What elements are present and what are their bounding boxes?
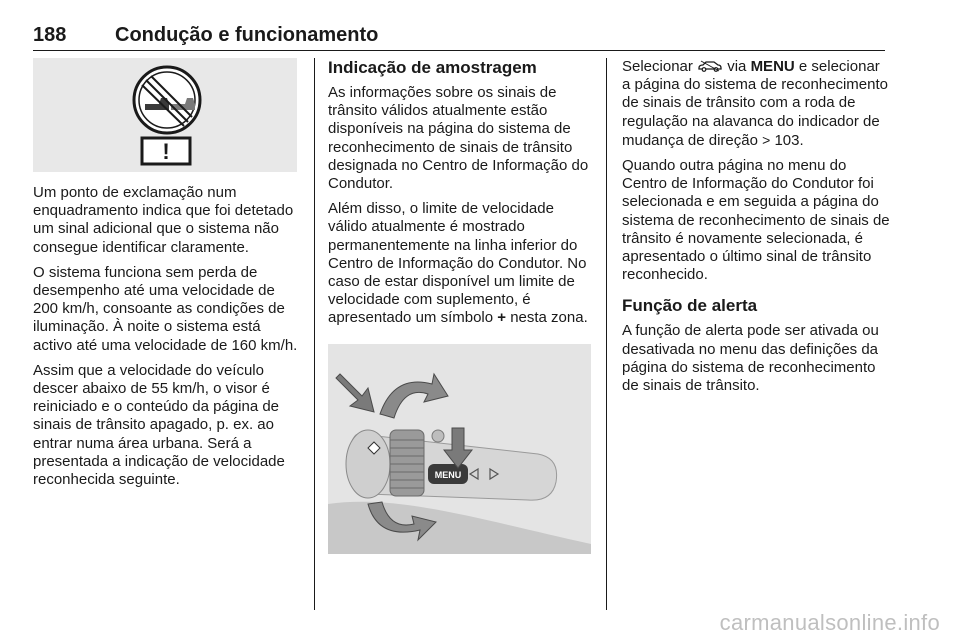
col2-paragraph-2	[328, 200, 596, 327]
col1-paragraph-1: Um ponto de exclamação num enquadramento indica que foi detetado um sinal adicional que o sistema não consegue identificar claramente.	[33, 184, 294, 256]
column-2	[328, 58, 596, 554]
column-1	[33, 58, 299, 496]
plus-symbol: +	[497, 309, 507, 327]
col2-paragraph-1: As informações sobre os sinais de trânsito válidos atualmente estão disponíveis na página do sistema de reconhecimento de sinais de trânsito designada no Centro de Informação do Condutor.	[328, 84, 589, 193]
menu-keyword: MENU	[750, 58, 795, 75]
menu-button-label: MENU	[434, 469, 462, 480]
page-header	[33, 24, 885, 51]
exclamation-glyph: !	[162, 139, 170, 164]
exclamation-sign-icon	[142, 138, 190, 164]
col3-p1-text-a: Selecionar	[622, 58, 698, 75]
column-divider-2	[606, 58, 607, 610]
watermark-url: carmanualsonline.info	[719, 610, 940, 635]
chapter-title: Condução e funcionamento	[115, 24, 379, 46]
col3-p1-text-b: via	[723, 58, 751, 75]
sign-figure	[33, 58, 297, 172]
section-heading-alert: Função de alerta	[622, 296, 758, 316]
col3-paragraph-2: Quando outra página no menu do Centro de Informação do Condutor foi selecionada e em seguida a página do sistema de reconhecimento de sinais de trânsito é novamente selecionada, é apresentado o último sinal de trânsito reconhecido.	[622, 157, 890, 284]
section-heading-sampling: Indicação de amostragem	[328, 58, 537, 77]
column-divider-1	[314, 58, 315, 610]
lever-illustration	[328, 344, 591, 554]
col3-paragraph-1	[622, 58, 890, 150]
sign-illustration	[33, 58, 297, 172]
col1-paragraph-2: O sistema funciona sem perda de desempenho até uma velocidade de 200 km/h, consoante as condições de iluminação. À noite o sistema está activo até uma velocidade de 160 km/h.	[33, 263, 298, 354]
col2-p2-text-a: Além disso, o limite de velocidade válido atualmente é mostrado permanentemente na linha inferior do Centro de Informação do Condutor. No caso de estar disponível um limite de velocidade com suplemento, é apresentado um símbolo	[328, 200, 587, 327]
lever-figure	[328, 344, 591, 554]
column-3	[622, 58, 890, 402]
col3-p1-text-d: 103.	[770, 131, 804, 149]
col1-paragraph-3: Assim que a velocidade do veículo descer abaixo de 55 km/h, o visor é reiniciado e o conteúdo da página de sinais de trânsito apagado, p. ex. ao entrar numa área urbana. Será a presentada a indicação de velocidade reconhecida seguinte.	[33, 361, 285, 489]
reference-arrow-icon[interactable]: >	[762, 131, 771, 148]
col3-p1-text-c: e selecionar a página do sistema de reconhecimento de sinais de trânsito com a roda de regulação na alavanca do indicador de mudança de direção	[622, 58, 889, 149]
speed-limit-end-sign-icon	[134, 67, 200, 133]
car-icon	[697, 58, 723, 75]
col2-p2-text-b: nesta zona.	[506, 309, 588, 327]
col3-paragraph-3: A função de alerta pode ser ativada ou desativada no menu das definições da página do sistema de reconhecimento de sinais de trânsito.	[622, 322, 879, 395]
page-number: 188	[33, 24, 67, 46]
